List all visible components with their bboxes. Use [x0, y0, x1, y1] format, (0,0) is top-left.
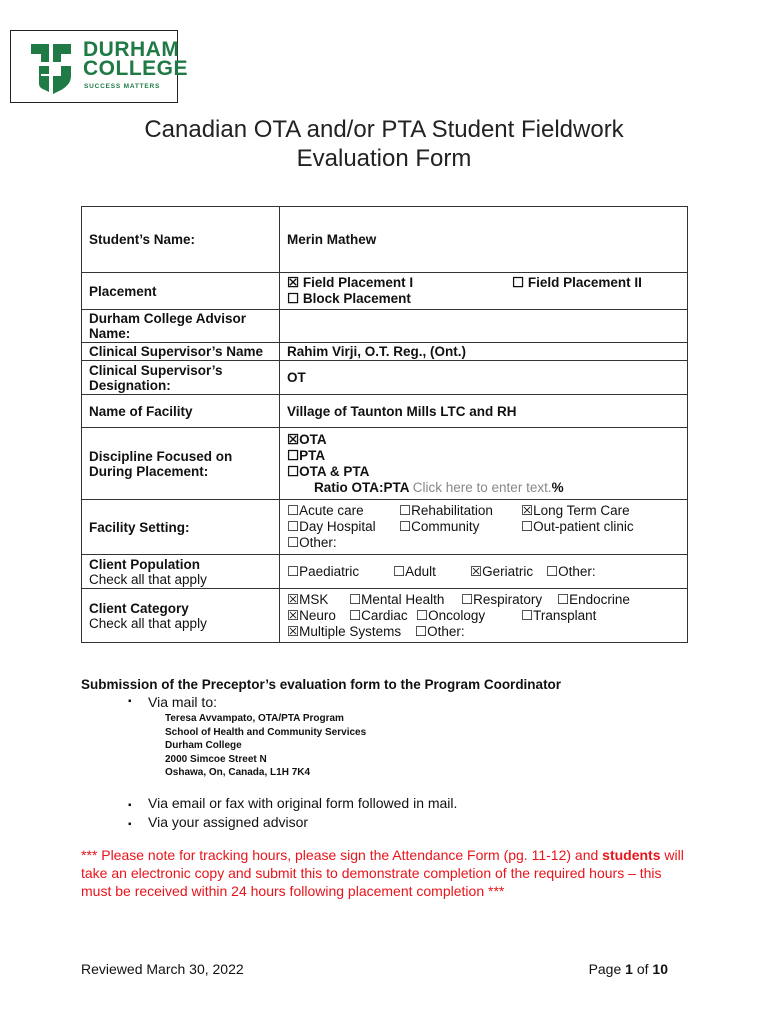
- checkbox-adult[interactable]: ☐Adult: [393, 563, 436, 579]
- note-text-2: will take an electronic copy and submit this to demonstrate completion of the required hours – this must be received within 24 hours following placement completion ***: [81, 847, 684, 899]
- address-line: School of Health and Community Services: [165, 726, 367, 738]
- table-row: [82, 555, 688, 589]
- submission-heading: Submission of the Preceptor’s evaluation form to the Program Coordinator: [81, 677, 562, 692]
- list-item: ▪ Via mail to:: [128, 694, 217, 710]
- checkbox-neuro[interactable]: ☒Neuro: [287, 607, 336, 623]
- footer-page-number: [589, 961, 668, 977]
- address-line: Oshawa, On, Canada, L1H 7K4: [165, 767, 311, 778]
- checkbox-transplant[interactable]: ☐Transplant: [521, 607, 597, 623]
- note-text-1: *** Please note for tracking hours, please sign the Attendance Form (pg. 11-12) and: [81, 847, 603, 863]
- checkbox-cardiac[interactable]: ☐Cardiac: [349, 607, 408, 623]
- checkbox-msk[interactable]: ☒MSK: [287, 591, 329, 607]
- checkbox-paediatric[interactable]: ☐Paediatric: [287, 563, 360, 579]
- page-total: 10: [652, 961, 668, 977]
- checkbox-mental-health[interactable]: ☐Mental Health: [349, 591, 445, 607]
- checkbox-day-hospital[interactable]: ☐Day Hospital: [287, 519, 376, 534]
- page-prefix: Page: [588, 961, 626, 977]
- checkbox-rehabilitation[interactable]: ☐Rehabilitation: [399, 503, 493, 518]
- checkbox-ota[interactable]: ☒OTA: [287, 432, 327, 447]
- ratio-suffix: %: [551, 480, 564, 495]
- facility-name-label: Name of Facility: [82, 395, 280, 428]
- college-crest-icon: [29, 42, 73, 94]
- advisor-label: Durham College Advisor Name:: [82, 310, 280, 343]
- student-name-value[interactable]: Merin Mathew: [280, 207, 688, 273]
- client-population-title: Client Population: [89, 556, 200, 572]
- checkbox-acute-care[interactable]: ☐Acute care: [287, 503, 364, 518]
- table-row: [82, 395, 688, 428]
- client-category-options: [280, 589, 688, 643]
- table-row: [82, 207, 688, 273]
- client-population-hint: Check all that apply: [89, 571, 207, 587]
- supervisor-designation-label: Clinical Supervisor’s Designation:: [82, 361, 280, 395]
- tracking-hours-note: [81, 846, 691, 900]
- logo-name-line2: COLLEGE: [83, 57, 189, 80]
- student-info-table: [81, 206, 688, 643]
- checkbox-oncology[interactable]: ☐Oncology: [416, 607, 486, 623]
- checkbox-block-placement[interactable]: ☐ Block Placement: [287, 291, 411, 306]
- client-category-hint: Check all that apply: [89, 615, 207, 631]
- facility-setting-options: [280, 500, 688, 555]
- table-row: [82, 500, 688, 555]
- submission-list-mail: [128, 694, 217, 710]
- logo-tagline: SUCCESS MATTERS: [84, 83, 161, 90]
- checkbox-geriatric[interactable]: ☒Geriatric: [470, 563, 534, 579]
- ratio-input[interactable]: Click here to enter text.: [412, 480, 552, 495]
- client-category-label: [82, 589, 280, 643]
- address-line: Teresa Avvampato, OTA/PTA Program: [165, 713, 344, 724]
- checkbox-outpatient-clinic[interactable]: ☐Out-patient clinic: [521, 519, 634, 534]
- client-population-options: [280, 555, 688, 589]
- placement-label: Placement: [82, 273, 280, 310]
- mailing-address: [165, 712, 366, 780]
- checkbox-field-placement-2[interactable]: ☐ Field Placement II: [512, 275, 642, 290]
- checkbox-multiple-systems[interactable]: ☒Multiple Systems: [287, 623, 402, 639]
- advisor-value[interactable]: [280, 310, 688, 343]
- table-row: [82, 273, 688, 310]
- table-row: [82, 343, 688, 361]
- page-title: [0, 115, 768, 173]
- submission-list-other: [128, 794, 457, 832]
- discipline-options: [280, 428, 688, 500]
- checkbox-population-other[interactable]: ☐Other:: [546, 563, 596, 579]
- address-line: Durham College: [165, 740, 242, 751]
- checkbox-community[interactable]: ☐Community: [399, 519, 480, 534]
- checkbox-pta[interactable]: ☐PTA: [287, 448, 326, 463]
- address-line: 2000 Simcoe Street N: [165, 753, 267, 765]
- table-row: [82, 361, 688, 395]
- durham-college-logo: [10, 30, 189, 103]
- checkbox-long-term-care[interactable]: ☒Long Term Care: [521, 503, 630, 518]
- table-row: [82, 310, 688, 343]
- title-line-2: Evaluation Form: [296, 145, 472, 172]
- supervisor-designation-value[interactable]: OT: [280, 361, 688, 395]
- page-mid: of: [632, 961, 653, 977]
- placement-options: [280, 273, 688, 310]
- page-current: 1: [625, 961, 633, 977]
- checkbox-ota-pta[interactable]: ☐OTA & PTA: [287, 464, 370, 479]
- list-item: ▪ Via your assigned advisor: [128, 813, 457, 832]
- checkbox-respiratory[interactable]: ☐Respiratory: [461, 591, 543, 607]
- footer-reviewed-date: Reviewed March 30, 2022: [81, 961, 244, 977]
- ratio-label: Ratio OTA:PTA: [314, 480, 409, 495]
- logo-wordmark: [83, 40, 188, 78]
- note-emphasis: students: [602, 847, 661, 863]
- client-category-title: Client Category: [89, 600, 189, 616]
- list-item: ▪ Via email or fax with original form followed in mail.: [128, 794, 457, 813]
- facility-name-value[interactable]: Village of Taunton Mills LTC and RH: [280, 395, 688, 428]
- discipline-label: Discipline Focused on During Placement:: [82, 428, 280, 500]
- student-name-label: Student’s Name:: [82, 207, 280, 273]
- checkbox-field-placement-1[interactable]: ☒ Field Placement I: [287, 275, 414, 290]
- table-row: [82, 428, 688, 500]
- table-row: [82, 589, 688, 643]
- logo-name-line1: DURHAM: [83, 38, 180, 61]
- checkbox-endocrine[interactable]: ☐Endocrine: [557, 591, 630, 607]
- checkbox-setting-other[interactable]: ☐Other:: [287, 535, 337, 550]
- checkbox-category-other[interactable]: ☐Other:: [415, 623, 465, 639]
- title-line-1: Canadian OTA and/or PTA Student Fieldwork: [144, 116, 624, 143]
- supervisor-name-value[interactable]: Rahim Virji, O.T. Reg., (Ont.): [280, 343, 688, 361]
- facility-setting-label: Facility Setting:: [82, 500, 280, 555]
- supervisor-name-label: Clinical Supervisor’s Name: [82, 343, 280, 361]
- client-population-label: [82, 555, 280, 589]
